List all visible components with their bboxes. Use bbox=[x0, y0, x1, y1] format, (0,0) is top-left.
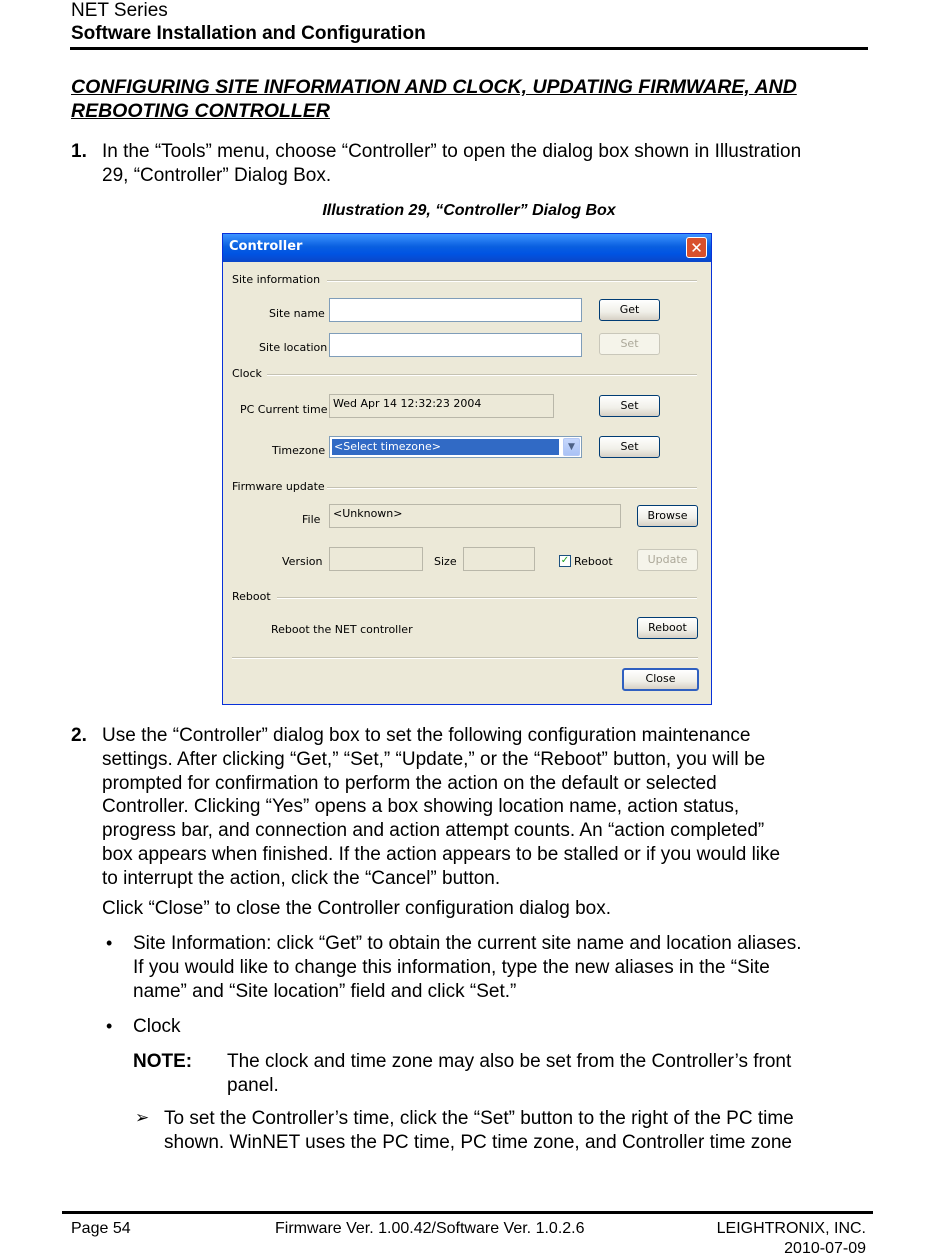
group-reboot: Reboot bbox=[232, 590, 271, 603]
group-clock: Clock bbox=[232, 367, 262, 380]
footer-divider bbox=[232, 657, 698, 659]
reboot-checkbox-label: Reboot bbox=[574, 555, 613, 568]
note-label: NOTE: bbox=[133, 1051, 193, 1072]
group-divider bbox=[327, 280, 697, 282]
step-2-number: 2. bbox=[71, 725, 87, 746]
reboot-description: Reboot the NET controller bbox=[271, 623, 413, 636]
step-2-line: to interrupt the action, click the “Cancel” button. bbox=[102, 868, 501, 889]
file-label: File bbox=[302, 513, 321, 526]
pc-time-field: Wed Apr 14 12:32:23 2004 bbox=[329, 394, 554, 418]
step-1-line-2: 29, “Controller” Dialog Box. bbox=[102, 165, 332, 186]
bullet-icon: • bbox=[106, 933, 113, 953]
set-timezone-button[interactable]: Set bbox=[599, 436, 660, 458]
header-series: NET Series bbox=[71, 0, 168, 21]
timezone-label: Timezone bbox=[272, 444, 326, 457]
group-divider bbox=[327, 487, 697, 489]
dialog-title: Controller bbox=[229, 239, 303, 254]
browse-button[interactable]: Browse bbox=[637, 505, 698, 527]
set-time-button[interactable]: Set bbox=[599, 395, 660, 417]
step-2-line: settings. After clicking “Get,” “Set,” “Update,” or the “Reboot” button, you will be bbox=[102, 749, 766, 770]
site-info-bullet-line: name” and “Site location” field and click “Set.” bbox=[133, 981, 517, 1002]
step-1-line-1: In the “Tools” menu, choose “Controller” to open the dialog box shown in Illustration bbox=[102, 141, 802, 162]
version-field bbox=[329, 547, 423, 571]
close-button[interactable]: Close bbox=[622, 668, 699, 691]
step-2-line: progress bar, and connection and action attempt counts. An “action completed” bbox=[102, 820, 765, 841]
reboot-button[interactable]: Reboot bbox=[637, 617, 698, 639]
clock-bullet: Clock bbox=[133, 1016, 181, 1037]
footer-rule bbox=[62, 1211, 873, 1214]
version-label: Version bbox=[282, 555, 323, 568]
sub-bullet-line-1: To set the Controller’s time, click the “Set” button to the right of the PC time bbox=[164, 1108, 794, 1129]
step-2-line: box appears when finished. If the action appears to be stalled or if you would like bbox=[102, 844, 781, 865]
pc-time-label: PC Current time bbox=[240, 403, 328, 416]
document-date: 2010-07-09 bbox=[784, 1240, 866, 1257]
group-site-information: Site information bbox=[232, 273, 321, 286]
size-label: Size bbox=[434, 555, 457, 568]
site-location-input[interactable] bbox=[329, 333, 582, 357]
note-line-2: panel. bbox=[227, 1075, 279, 1096]
close-instruction: Click “Close” to close the Controller configuration dialog box. bbox=[102, 898, 612, 919]
group-firmware-update: Firmware update bbox=[232, 480, 325, 493]
group-divider bbox=[277, 597, 697, 599]
site-name-label: Site name bbox=[269, 307, 325, 320]
reboot-checkbox[interactable]: ✓ bbox=[560, 555, 570, 566]
site-location-label: Site location bbox=[259, 341, 328, 354]
bullet-icon: • bbox=[106, 1016, 113, 1036]
header-subtitle: Software Installation and Configuration bbox=[71, 23, 426, 44]
step-1-number: 1. bbox=[71, 141, 87, 162]
controller-dialog bbox=[222, 233, 712, 705]
update-button[interactable]: Update bbox=[637, 549, 698, 571]
timezone-select[interactable] bbox=[329, 436, 582, 458]
sub-bullet-line-2: shown. WinNET uses the PC time, PC time zone, and Controller time zone bbox=[164, 1132, 792, 1153]
site-info-bullet-line: If you would like to change this information, type the new aliases in the “Site bbox=[133, 957, 770, 978]
step-2-line: Controller. Clicking “Yes” opens a box showing location name, action status, bbox=[102, 796, 740, 817]
section-title: CONFIGURING SITE INFORMATION AND CLOCK, UPDATING FIRMWARE, AND REBOOTING CONTROLLER bbox=[71, 76, 797, 122]
dialog-title-bar[interactable] bbox=[223, 234, 711, 262]
set-site-button[interactable]: Set bbox=[599, 333, 660, 355]
step-2-line: prompted for confirmation to perform the action on the default or selected bbox=[102, 773, 717, 794]
site-name-input[interactable] bbox=[329, 298, 582, 322]
close-icon[interactable]: ✕ bbox=[686, 237, 707, 258]
file-field: <Unknown> bbox=[329, 504, 621, 528]
company-name: LEIGHTRONIX, INC. bbox=[716, 1220, 866, 1237]
size-field bbox=[463, 547, 535, 571]
note-line-1: The clock and time zone may also be set from the Controller’s front bbox=[227, 1051, 792, 1072]
page-number: Page 54 bbox=[71, 1220, 131, 1237]
illustration-caption: Illustration 29, “Controller” Dialog Box bbox=[322, 202, 616, 219]
header-rule bbox=[70, 47, 868, 50]
timezone-selected-value: <Select timezone> bbox=[332, 439, 559, 455]
get-site-button[interactable]: Get bbox=[599, 299, 660, 321]
group-divider bbox=[267, 374, 697, 376]
arrow-bullet-icon: ➢ bbox=[135, 1108, 150, 1127]
version-info: Firmware Ver. 1.00.42/Software Ver. 1.0.2.6 bbox=[275, 1220, 585, 1237]
site-info-bullet-line: Site Information: click “Get” to obtain the current site name and location aliases. bbox=[133, 933, 802, 954]
chevron-down-icon[interactable]: ▼ bbox=[563, 438, 580, 456]
step-2-line: Use the “Controller” dialog box to set the following configuration maintenance bbox=[102, 725, 751, 746]
